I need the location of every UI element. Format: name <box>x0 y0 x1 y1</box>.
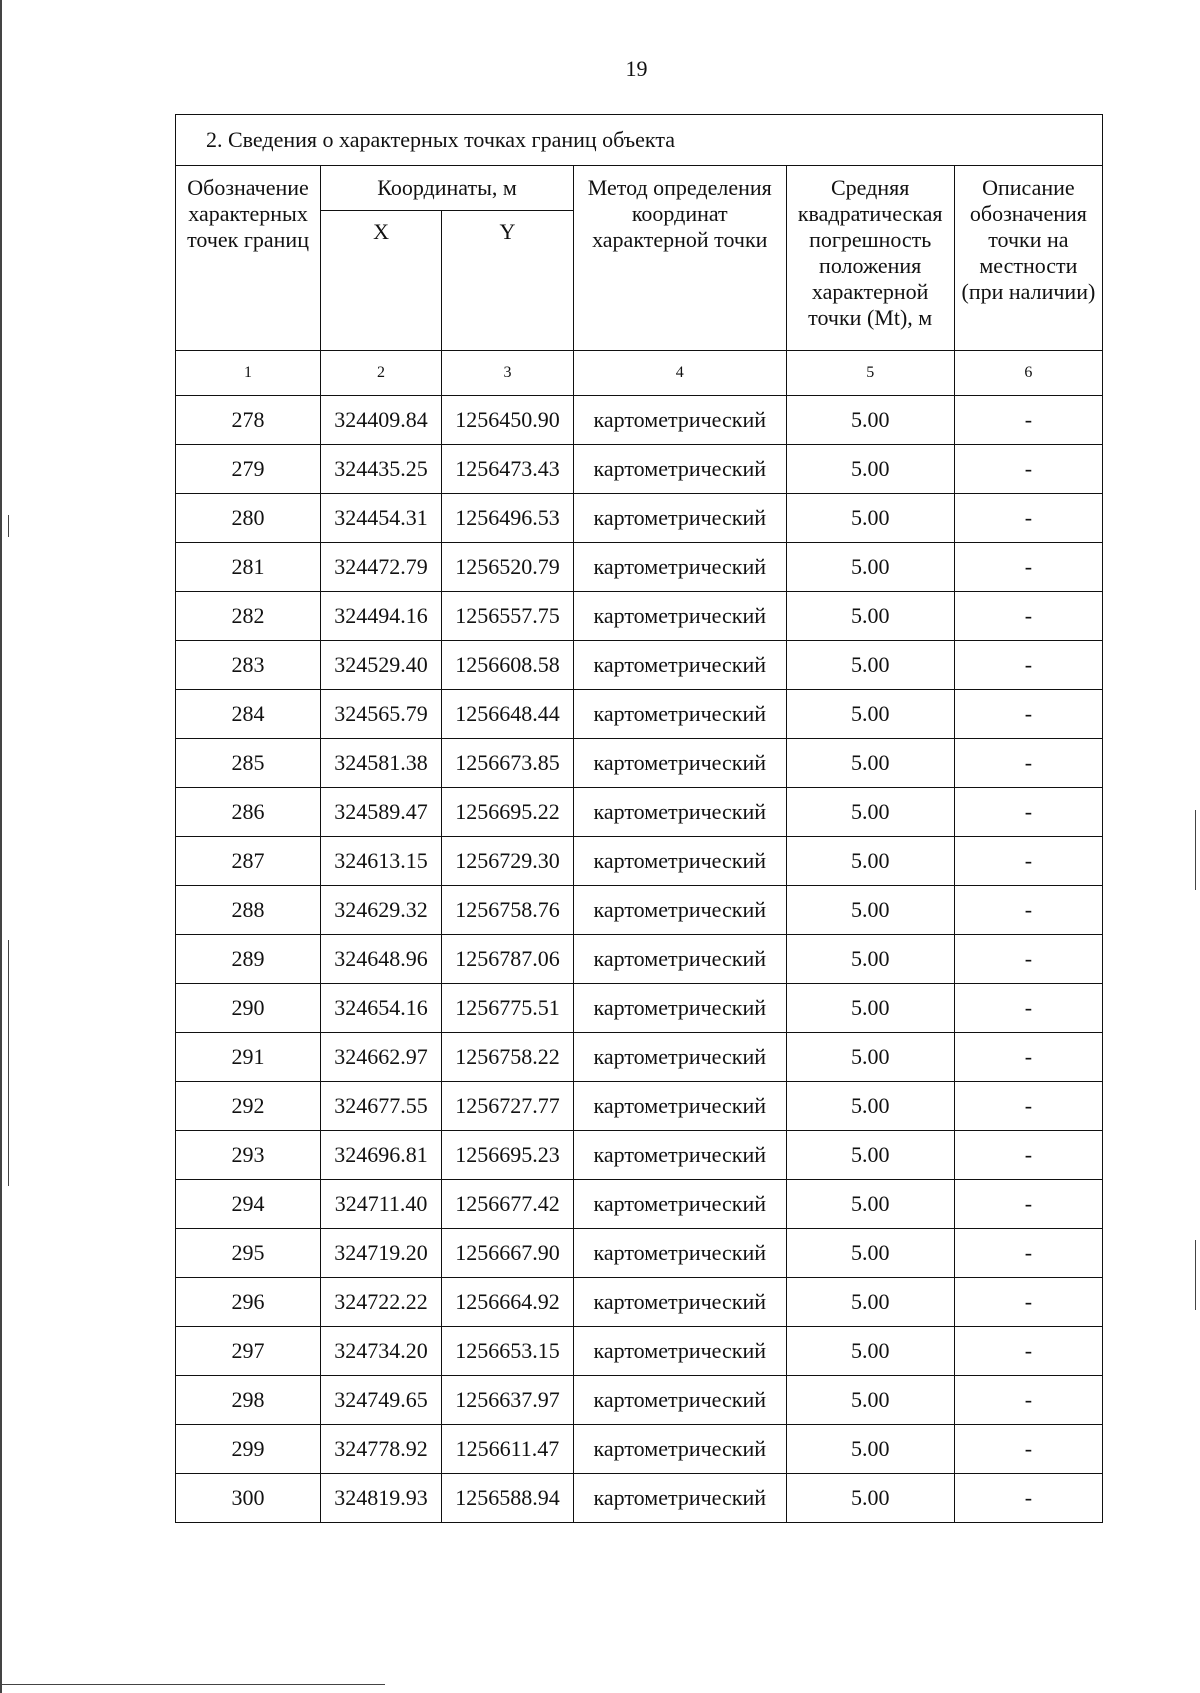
cell-method: картометрический <box>573 396 786 445</box>
cell-description: - <box>954 837 1102 886</box>
cell-coord-x: 324589.47 <box>321 788 442 837</box>
header-error: Средняя квадратическая погрешность положения характерной точки (Mt), м <box>786 166 954 351</box>
cell-error-value: 5.00 <box>786 445 954 494</box>
cell-coord-x: 324494.16 <box>321 592 442 641</box>
cell-point-id: 286 <box>176 788 321 837</box>
cell-description: - <box>954 886 1102 935</box>
cell-coord-y: 1256677.42 <box>441 1180 573 1229</box>
cell-method: картометрический <box>573 788 786 837</box>
cell-coord-y: 1256758.22 <box>441 1033 573 1082</box>
table-row <box>176 641 1103 690</box>
cell-coord-y: 1256664.92 <box>441 1278 573 1327</box>
table-row <box>176 592 1103 641</box>
cell-error-value: 5.00 <box>786 788 954 837</box>
cell-point-id: 278 <box>176 396 321 445</box>
cell-point-id: 280 <box>176 494 321 543</box>
cell-coord-y: 1256473.43 <box>441 445 573 494</box>
table-row <box>176 1474 1103 1523</box>
cell-method: картометрический <box>573 1376 786 1425</box>
cell-point-id: 287 <box>176 837 321 886</box>
cell-coord-x: 324565.79 <box>321 690 442 739</box>
cell-description: - <box>954 1474 1102 1523</box>
cell-method: картометрический <box>573 1327 786 1376</box>
cell-coord-x: 324613.15 <box>321 837 442 886</box>
cell-description: - <box>954 543 1102 592</box>
table-row <box>176 788 1103 837</box>
cell-method: картометрический <box>573 1033 786 1082</box>
table-row <box>176 1131 1103 1180</box>
header-designation: Обозначение характерных точек границ <box>176 166 321 351</box>
cell-coord-x: 324734.20 <box>321 1327 442 1376</box>
table-row <box>176 396 1103 445</box>
cell-method: картометрический <box>573 1082 786 1131</box>
cell-error-value: 5.00 <box>786 1033 954 1082</box>
cell-description: - <box>954 494 1102 543</box>
column-number: 4 <box>573 351 786 396</box>
cell-error-value: 5.00 <box>786 543 954 592</box>
cell-error-value: 5.00 <box>786 1229 954 1278</box>
cell-coord-y: 1256557.75 <box>441 592 573 641</box>
cell-description: - <box>954 739 1102 788</box>
cell-method: картометрический <box>573 494 786 543</box>
table-row <box>176 690 1103 739</box>
cell-coord-x: 324749.65 <box>321 1376 442 1425</box>
header-method: Метод определения координат характерной точки <box>573 166 786 351</box>
cell-error-value: 5.00 <box>786 984 954 1033</box>
cell-description: - <box>954 592 1102 641</box>
column-number-row <box>176 351 1103 396</box>
cell-method: картометрический <box>573 1131 786 1180</box>
cell-coord-x: 324696.81 <box>321 1131 442 1180</box>
cell-coord-x: 324719.20 <box>321 1229 442 1278</box>
scan-mark-bottom <box>0 1684 385 1685</box>
cell-point-id: 285 <box>176 739 321 788</box>
cell-error-value: 5.00 <box>786 1474 954 1523</box>
cell-description: - <box>954 1229 1102 1278</box>
cell-method: картометрический <box>573 592 786 641</box>
cell-point-id: 295 <box>176 1229 321 1278</box>
table-row <box>176 1327 1103 1376</box>
scan-mark-left <box>8 515 9 537</box>
cell-point-id: 293 <box>176 1131 321 1180</box>
cell-point-id: 296 <box>176 1278 321 1327</box>
cell-coord-x: 324722.22 <box>321 1278 442 1327</box>
table-row <box>176 886 1103 935</box>
header-coordinates: Координаты, м <box>321 166 574 211</box>
cell-coord-x: 324654.16 <box>321 984 442 1033</box>
cell-error-value: 5.00 <box>786 1425 954 1474</box>
cell-description: - <box>954 445 1102 494</box>
cell-coord-y: 1256787.06 <box>441 935 573 984</box>
cell-coord-x: 324778.92 <box>321 1425 442 1474</box>
cell-coord-x: 324472.79 <box>321 543 442 592</box>
cell-method: картометрический <box>573 1278 786 1327</box>
cell-method: картометрический <box>573 886 786 935</box>
cell-point-id: 298 <box>176 1376 321 1425</box>
cell-description: - <box>954 1082 1102 1131</box>
cell-method: картометрический <box>573 1180 786 1229</box>
cell-description: - <box>954 1180 1102 1229</box>
column-number: 3 <box>441 351 573 396</box>
cell-error-value: 5.00 <box>786 935 954 984</box>
cell-coord-y: 1256758.76 <box>441 886 573 935</box>
cell-method: картометрический <box>573 641 786 690</box>
cell-coord-x: 324581.38 <box>321 739 442 788</box>
cell-error-value: 5.00 <box>786 641 954 690</box>
cell-point-id: 297 <box>176 1327 321 1376</box>
cell-error-value: 5.00 <box>786 494 954 543</box>
cell-coord-y: 1256588.94 <box>441 1474 573 1523</box>
cell-point-id: 290 <box>176 984 321 1033</box>
column-number: 5 <box>786 351 954 396</box>
table-row <box>176 1082 1103 1131</box>
cell-coord-y: 1256695.23 <box>441 1131 573 1180</box>
section-caption-row <box>176 115 1103 166</box>
cell-point-id: 291 <box>176 1033 321 1082</box>
cell-point-id: 283 <box>176 641 321 690</box>
scan-mark-left <box>8 940 9 1186</box>
cell-error-value: 5.00 <box>786 1180 954 1229</box>
cell-method: картометрический <box>573 984 786 1033</box>
table-row <box>176 984 1103 1033</box>
cell-method: картометрический <box>573 1229 786 1278</box>
cell-method: картометрический <box>573 1425 786 1474</box>
cell-coord-x: 324529.40 <box>321 641 442 690</box>
cell-description: - <box>954 1278 1102 1327</box>
cell-description: - <box>954 1033 1102 1082</box>
cell-error-value: 5.00 <box>786 690 954 739</box>
cell-description: - <box>954 1131 1102 1180</box>
cell-coord-y: 1256667.90 <box>441 1229 573 1278</box>
cell-error-value: 5.00 <box>786 886 954 935</box>
table-row <box>176 837 1103 886</box>
table-row <box>176 1376 1103 1425</box>
header-y: Y <box>441 211 573 351</box>
cell-method: картометрический <box>573 1474 786 1523</box>
column-number: 2 <box>321 351 442 396</box>
cell-coord-y: 1256520.79 <box>441 543 573 592</box>
cell-coord-x: 324454.31 <box>321 494 442 543</box>
cell-method: картометрический <box>573 837 786 886</box>
cell-description: - <box>954 1327 1102 1376</box>
cell-coord-x: 324629.32 <box>321 886 442 935</box>
cell-point-id: 289 <box>176 935 321 984</box>
page-number: 19 <box>625 56 648 81</box>
cell-description: - <box>954 1376 1102 1425</box>
cell-coord-y: 1256729.30 <box>441 837 573 886</box>
scan-mark-right <box>1195 1240 1196 1310</box>
header-x: X <box>321 211 442 351</box>
table-row <box>176 1033 1103 1082</box>
cell-coord-y: 1256608.58 <box>441 641 573 690</box>
cell-method: картометрический <box>573 543 786 592</box>
table-row <box>176 494 1103 543</box>
table-row <box>176 1180 1103 1229</box>
table-row <box>176 1425 1103 1474</box>
cell-coord-y: 1256673.85 <box>441 739 573 788</box>
cell-error-value: 5.00 <box>786 592 954 641</box>
cell-error-value: 5.00 <box>786 1278 954 1327</box>
cell-method: картометрический <box>573 935 786 984</box>
cell-description: - <box>954 984 1102 1033</box>
cell-coord-x: 324711.40 <box>321 1180 442 1229</box>
cell-error-value: 5.00 <box>786 1327 954 1376</box>
cell-point-id: 299 <box>176 1425 321 1474</box>
cell-point-id: 284 <box>176 690 321 739</box>
cell-coord-x: 324409.84 <box>321 396 442 445</box>
cell-description: - <box>954 1425 1102 1474</box>
cell-description: - <box>954 690 1102 739</box>
table-row <box>176 1278 1103 1327</box>
cell-coord-x: 324677.55 <box>321 1082 442 1131</box>
cell-coord-x: 324435.25 <box>321 445 442 494</box>
scan-edge-left <box>0 0 2 1693</box>
cell-coord-x: 324648.96 <box>321 935 442 984</box>
cell-point-id: 288 <box>176 886 321 935</box>
cell-description: - <box>954 788 1102 837</box>
cell-coord-y: 1256611.47 <box>441 1425 573 1474</box>
boundary-points-table <box>175 114 1103 1523</box>
table-row <box>176 445 1103 494</box>
cell-coord-y: 1256775.51 <box>441 984 573 1033</box>
scan-mark-right <box>1195 810 1196 890</box>
cell-coord-y: 1256637.97 <box>441 1376 573 1425</box>
cell-coord-y: 1256653.15 <box>441 1327 573 1376</box>
cell-point-id: 300 <box>176 1474 321 1523</box>
header-row <box>176 166 1103 211</box>
cell-error-value: 5.00 <box>786 739 954 788</box>
table-row <box>176 1229 1103 1278</box>
section-caption: 2. Сведения о характерных точках границ объекта <box>176 115 1103 166</box>
cell-coord-y: 1256695.22 <box>441 788 573 837</box>
table-row <box>176 543 1103 592</box>
cell-point-id: 294 <box>176 1180 321 1229</box>
column-number: 6 <box>954 351 1102 396</box>
cell-coord-x: 324819.93 <box>321 1474 442 1523</box>
cell-coord-x: 324662.97 <box>321 1033 442 1082</box>
cell-coord-y: 1256727.77 <box>441 1082 573 1131</box>
cell-method: картометрический <box>573 739 786 788</box>
cell-point-id: 281 <box>176 543 321 592</box>
header-description: Описание обозначения точки на местности (при наличии) <box>954 166 1102 351</box>
cell-coord-y: 1256496.53 <box>441 494 573 543</box>
table-row <box>176 935 1103 984</box>
cell-method: картометрический <box>573 690 786 739</box>
cell-error-value: 5.00 <box>786 1131 954 1180</box>
cell-point-id: 282 <box>176 592 321 641</box>
cell-coord-y: 1256450.90 <box>441 396 573 445</box>
cell-point-id: 292 <box>176 1082 321 1131</box>
cell-description: - <box>954 641 1102 690</box>
cell-description: - <box>954 935 1102 984</box>
cell-method: картометрический <box>573 445 786 494</box>
cell-error-value: 5.00 <box>786 1082 954 1131</box>
cell-point-id: 279 <box>176 445 321 494</box>
table-row <box>176 739 1103 788</box>
cell-error-value: 5.00 <box>786 1376 954 1425</box>
cell-error-value: 5.00 <box>786 396 954 445</box>
cell-coord-y: 1256648.44 <box>441 690 573 739</box>
column-number: 1 <box>176 351 321 396</box>
cell-error-value: 5.00 <box>786 837 954 886</box>
cell-description: - <box>954 396 1102 445</box>
